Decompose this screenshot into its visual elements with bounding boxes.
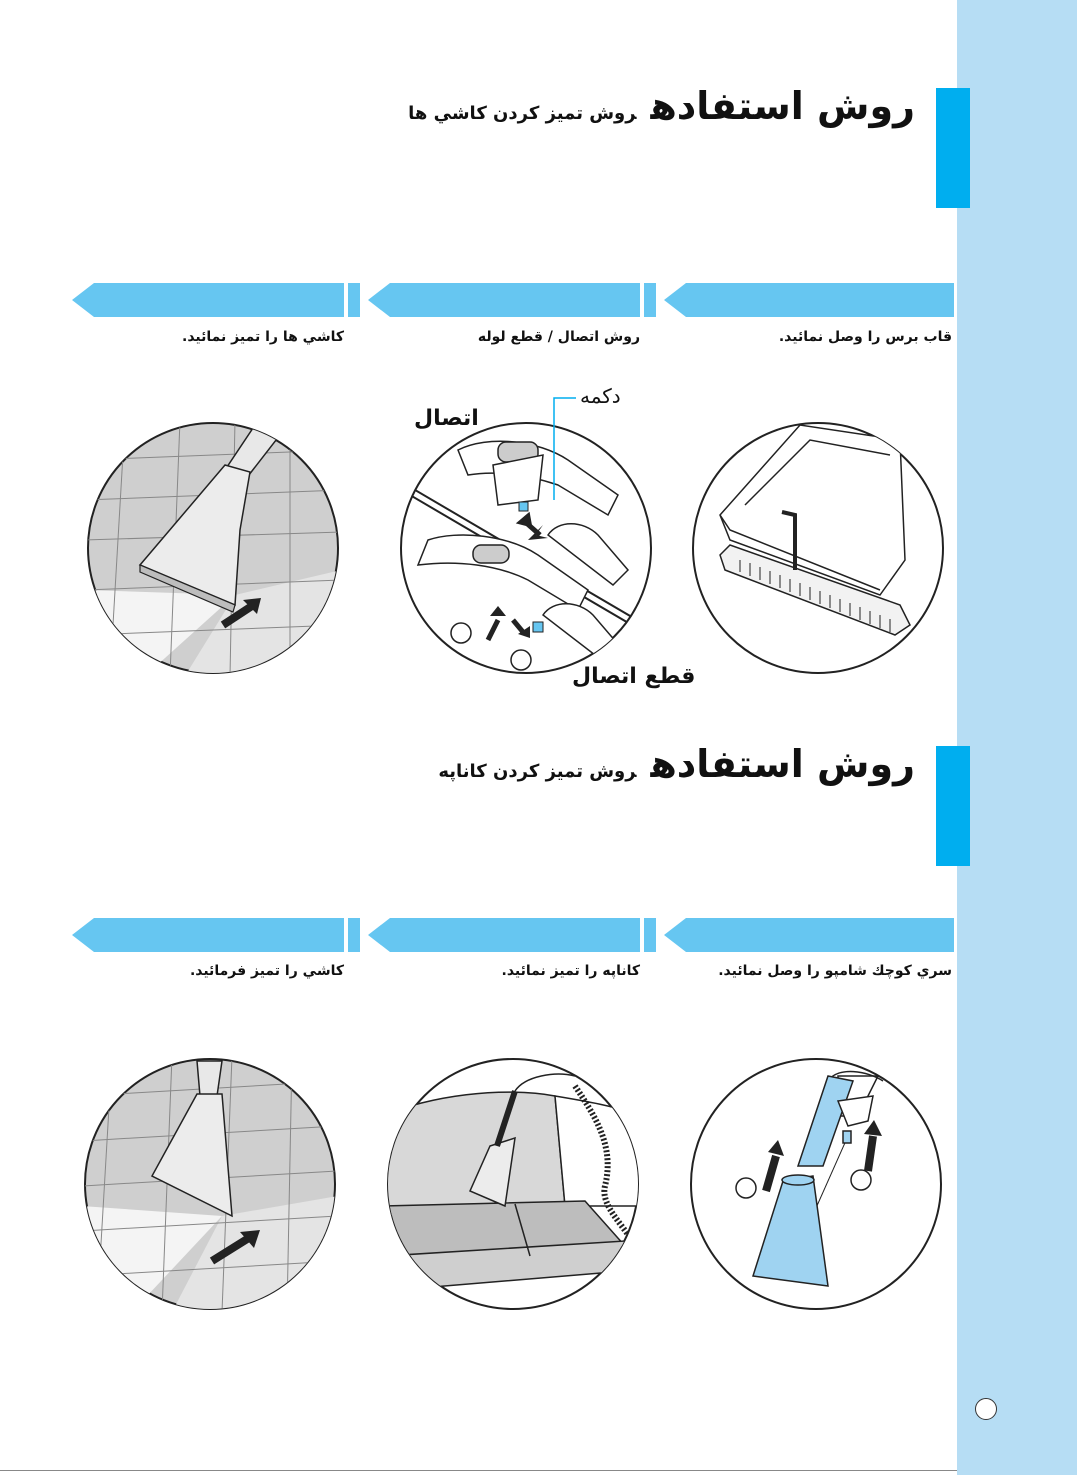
button-callout-line bbox=[520, 390, 580, 510]
brush-frame-illustration bbox=[690, 420, 946, 680]
step-bar-3 bbox=[72, 283, 362, 317]
step-bar-2 bbox=[368, 283, 658, 317]
step-text-5: كاناپه را تميز نمائيد. bbox=[501, 963, 640, 979]
callout-button: دکمه bbox=[580, 384, 621, 408]
step-text-1: قاب برس را وصل نمائيد. bbox=[778, 329, 952, 345]
shampoo-nozzle-illustration bbox=[688, 1056, 944, 1316]
step-text-4: سري كوچك شامپو را وصل نمائيد. bbox=[718, 963, 952, 979]
page-number-circle bbox=[975, 1398, 997, 1420]
section-title-big: روش استفاده bbox=[650, 742, 915, 786]
section-title-big: روش استفاده bbox=[650, 84, 915, 128]
tile-cleaning-illustration bbox=[85, 420, 341, 680]
step-bar-4 bbox=[664, 918, 954, 952]
section-title-small: روش تميز كردن كاشي ها bbox=[408, 103, 637, 124]
step-bar-6 bbox=[72, 918, 362, 952]
callout-disconnect: قطع اتصال bbox=[572, 664, 696, 689]
side-strip bbox=[957, 0, 1077, 1475]
section-tab-2 bbox=[936, 746, 970, 866]
bottom-rule bbox=[0, 1470, 957, 1471]
tile-cleaning-illustration-2 bbox=[82, 1056, 338, 1316]
section-tab-1 bbox=[936, 88, 970, 208]
section-title-2 bbox=[438, 742, 915, 786]
step-text-6: كاشي را تميز فرمائيد. bbox=[189, 963, 344, 979]
sofa-cleaning-illustration bbox=[385, 1056, 641, 1316]
section-title-small: روش تميز كردن كاناپه bbox=[438, 761, 637, 782]
step-text-3: كاشي ها را تميز نمائيد. bbox=[182, 329, 344, 345]
step-bar-5 bbox=[368, 918, 658, 952]
section-title-1 bbox=[408, 84, 915, 128]
step-text-2: روش اتصال / قطع لوله bbox=[477, 329, 640, 345]
callout-connect: اتصال bbox=[414, 406, 479, 431]
step-bar-1 bbox=[664, 283, 954, 317]
